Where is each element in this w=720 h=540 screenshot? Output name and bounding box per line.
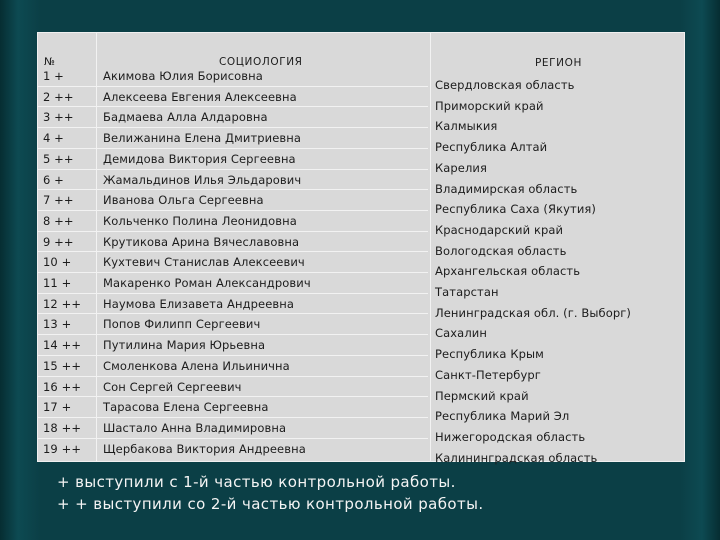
student-region: Свердловская область bbox=[435, 78, 575, 92]
row-divider bbox=[38, 438, 428, 439]
row-divider bbox=[38, 251, 428, 252]
column-divider bbox=[430, 33, 431, 461]
student-name: Жамальдинов Илья Эльдарович bbox=[103, 172, 302, 187]
row-mark: 5 ++ bbox=[43, 151, 74, 166]
student-region: Татарстан bbox=[435, 285, 499, 299]
row-mark: 15 ++ bbox=[43, 358, 82, 373]
student-region: Архангельская область bbox=[435, 264, 581, 279]
row-divider bbox=[38, 355, 428, 356]
student-region: Ленинградская обл. (г. Выборг) bbox=[435, 305, 632, 320]
row-mark: 7 ++ bbox=[43, 193, 74, 208]
student-region: Краснодарский край bbox=[435, 222, 564, 237]
header-region: РЕГИОН bbox=[535, 57, 582, 69]
row-mark: 17 + bbox=[43, 400, 72, 415]
student-name: Смоленкова Алена Ильинична bbox=[103, 358, 290, 373]
student-table bbox=[37, 32, 685, 465]
row-divider bbox=[38, 106, 428, 107]
row-divider bbox=[38, 231, 428, 232]
row-mark: 18 ++ bbox=[43, 420, 82, 435]
row-divider bbox=[38, 169, 428, 170]
student-region: Республика Алтай bbox=[435, 140, 548, 155]
row-mark: 9 ++ bbox=[43, 234, 74, 249]
student-name: Попов Филипп Сергеевич bbox=[103, 317, 261, 332]
student-name: Путилина Мария Юрьевна bbox=[103, 338, 266, 353]
row-divider bbox=[38, 417, 428, 418]
row-divider bbox=[38, 148, 428, 149]
row-mark: 2 ++ bbox=[43, 89, 74, 104]
legend bbox=[57, 471, 484, 515]
row-divider bbox=[38, 272, 428, 273]
row-mark: 14 ++ bbox=[43, 338, 82, 353]
row-divider bbox=[38, 127, 428, 128]
student-region: Пермский край bbox=[435, 388, 529, 403]
row-divider bbox=[38, 210, 428, 211]
student-name: Шастало Анна Владимировна bbox=[103, 420, 287, 435]
student-name: Иванова Ольга Сергеевна bbox=[103, 193, 264, 208]
student-name: Наумова Елизавета Андреевна bbox=[103, 296, 295, 311]
row-mark: 19 ++ bbox=[43, 441, 82, 456]
student-region: Калмыкия bbox=[435, 119, 498, 134]
row-mark: 6 + bbox=[43, 172, 64, 187]
header-sociology: СОЦИОЛОГИЯ bbox=[219, 56, 303, 68]
student-region: Республика Саха (Якутия) bbox=[435, 202, 597, 217]
student-name: Щербакова Виктория Андреевна bbox=[103, 441, 306, 456]
row-mark: 4 + bbox=[43, 131, 64, 146]
student-region: Калининградская область bbox=[435, 450, 598, 465]
row-divider bbox=[38, 86, 428, 87]
row-divider bbox=[38, 189, 428, 190]
student-region: Приморский край bbox=[435, 98, 544, 113]
row-mark: 8 ++ bbox=[43, 213, 74, 228]
student-region: Карелия bbox=[435, 160, 488, 175]
row-mark: 16 ++ bbox=[43, 379, 82, 394]
row-divider bbox=[38, 376, 428, 377]
student-region: Санкт-Петербург bbox=[435, 367, 541, 382]
header-number: № bbox=[44, 56, 56, 68]
row-divider bbox=[38, 334, 428, 335]
student-name: Сон Сергей Сергеевич bbox=[103, 379, 242, 394]
row-mark: 10 + bbox=[43, 255, 72, 270]
student-region: Сахалин bbox=[435, 326, 487, 341]
row-mark: 1 + bbox=[43, 69, 64, 83]
student-name: Тарасова Елена Сергеевна bbox=[103, 400, 269, 415]
student-name: Макаренко Роман Александрович bbox=[103, 276, 311, 290]
student-name: Бадмаева Алла Алдаровна bbox=[103, 110, 268, 125]
row-divider bbox=[38, 313, 428, 314]
legend-line-2: + + выступили со 2-й частью контрольной работы. bbox=[57, 495, 484, 513]
row-divider bbox=[38, 293, 428, 294]
student-name: Велижанина Елена Дмитриевна bbox=[103, 131, 302, 146]
student-name: Крутикова Арина Вячеславовна bbox=[103, 234, 300, 249]
row-mark: 13 + bbox=[43, 317, 72, 332]
student-region: Владимирская область bbox=[435, 181, 578, 196]
row-mark: 12 ++ bbox=[43, 296, 82, 311]
student-region: Республика Крым bbox=[435, 347, 544, 362]
student-region: Республика Марий Эл bbox=[435, 409, 570, 424]
student-region: Нижегородская область bbox=[435, 429, 586, 444]
student-name: Алексеева Евгения Алексеевна bbox=[103, 89, 297, 104]
student-name: Кухтевич Станислав Алексеевич bbox=[103, 255, 305, 270]
student-name: Акимова Юлия Борисовна bbox=[103, 69, 263, 83]
student-region: Вологодская область bbox=[435, 243, 567, 258]
row-mark: 3 ++ bbox=[43, 110, 74, 125]
row-mark: 11 + bbox=[43, 276, 72, 290]
row-divider bbox=[38, 396, 428, 397]
student-name: Демидова Виктория Сергеевна bbox=[103, 151, 296, 166]
legend-line-1: + выступили с 1-й частью контрольной работы. bbox=[57, 473, 456, 491]
student-name: Кольченко Полина Леонидовна bbox=[103, 213, 297, 228]
